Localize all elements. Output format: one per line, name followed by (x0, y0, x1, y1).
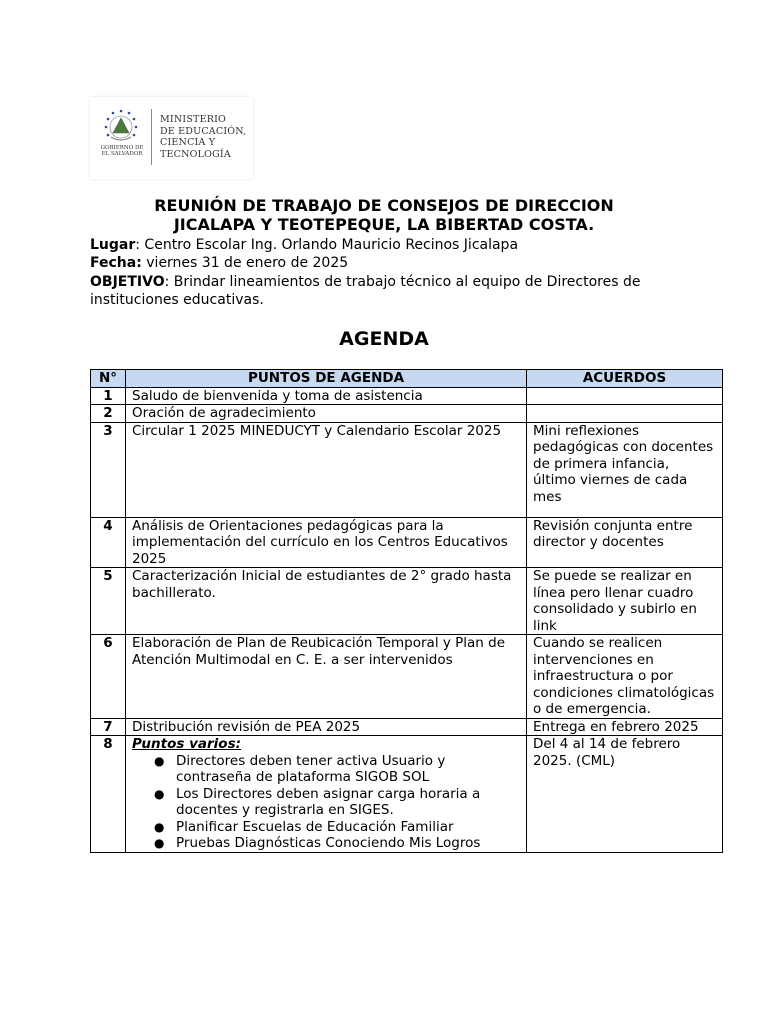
title-line-2: JICALAPA Y TEOTEPEQUE, LA BIBERTAD COSTA. (173, 215, 595, 234)
table-row (91, 635, 723, 719)
row-number: 5 (91, 568, 126, 635)
row-acuerdo: Cuando se realicen intervenciones en infraestructura o por condiciones climatológicas o de emergencia. (527, 635, 723, 719)
row-number: 8 (91, 736, 126, 853)
row-punto: Caracterización Inicial de estudiantes de 2° grado hasta bachillerato. (126, 568, 527, 635)
list-item: ● Pruebas Diagnósticas Conociendo Mis Logros (176, 835, 520, 852)
row-punto: Elaboración de Plan de Reubicación Temporal y Plan de Atención Multimodal en C. E. a ser intervenidos (126, 635, 527, 719)
row-acuerdo: Mini reflexiones pedagógicas con docentes de primera infancia, último viernes de cada mes (527, 422, 723, 517)
fecha-line: Fecha: viernes 31 de enero de 2025 (90, 255, 349, 272)
agenda-table (90, 369, 723, 853)
table-row (91, 718, 723, 736)
row-number: 2 (91, 405, 126, 423)
table-header-row (91, 370, 723, 388)
row-acuerdo: Revisión conjunta entre director y docentes (527, 517, 723, 568)
header-number: N° (91, 370, 126, 388)
agenda-heading: AGENDA (339, 328, 429, 350)
ministry-name: MINISTERIO DE EDUCACIÓN, CIENCIA Y TECNOLOGÍA (160, 114, 247, 160)
lugar-line: Lugar: Centro Escolar Ing. Orlando Mauricio Recinos Jicalapa (90, 237, 519, 253)
row-number: 7 (91, 718, 126, 736)
row-number: 4 (91, 517, 126, 568)
table-row (91, 387, 723, 405)
row-number: 1 (91, 387, 126, 405)
list-item: ● Planificar Escuelas de Educación Familiar (176, 819, 520, 836)
table-row (91, 736, 723, 853)
row-punto: Circular 1 2025 MINEDUCYT y Calendario Escolar 2025 (126, 422, 527, 517)
puntos-varios-list (132, 753, 520, 852)
document-title (90, 196, 678, 234)
list-item: ● Directores deben tener activa Usuario y contraseña de plataforma SIGOB SOL (176, 753, 520, 786)
logo-divider (151, 109, 152, 165)
row-acuerdo (527, 387, 723, 405)
row-acuerdo (527, 405, 723, 423)
row-acuerdo: Se puede se realizar en línea pero llenar cuadro consolidado y subirlo en link (527, 568, 723, 635)
coat-of-arms-icon (96, 107, 146, 147)
row-punto: Saludo de bienvenida y toma de asistencia (126, 387, 527, 405)
row-punto: Oración de agradecimiento (126, 405, 527, 423)
row-number: 6 (91, 635, 126, 719)
row-punto (126, 736, 527, 853)
row-punto: Distribución revisión de PEA 2025 (126, 718, 527, 736)
table-row (91, 422, 723, 517)
ministry-logo (90, 97, 253, 179)
row-acuerdo: Del 4 al 14 de febrero 2025. (CML) (527, 736, 723, 853)
title-line-1: REUNIÓN DE TRABAJO DE CONSEJOS DE DIRECCION (154, 196, 614, 215)
meeting-details (90, 236, 690, 309)
header-puntos: PUNTOS DE AGENDA (126, 370, 527, 388)
seal-caption: GOBIERNO DE EL SALVADOR (100, 145, 144, 157)
table-row (91, 517, 723, 568)
table-row (91, 405, 723, 423)
header-acuerdos: ACUERDOS (527, 370, 723, 388)
objetivo-line: OBJETIVO: Brindar lineamientos de trabajo técnico al equipo de Directores de instituciones educativas. (90, 273, 641, 308)
puntos-varios-heading: Puntos varios: (132, 736, 242, 752)
row-punto: Análisis de Orientaciones pedagógicas para la implementación del currículo en los Centros Educativos 2025 (126, 517, 527, 568)
row-acuerdo: Entrega en febrero 2025 (527, 718, 723, 736)
list-item: ● Los Directores deben asignar carga horaria a docentes y registrarla en SIGES. (176, 786, 520, 819)
table-row (91, 568, 723, 635)
row-number: 3 (91, 422, 126, 517)
